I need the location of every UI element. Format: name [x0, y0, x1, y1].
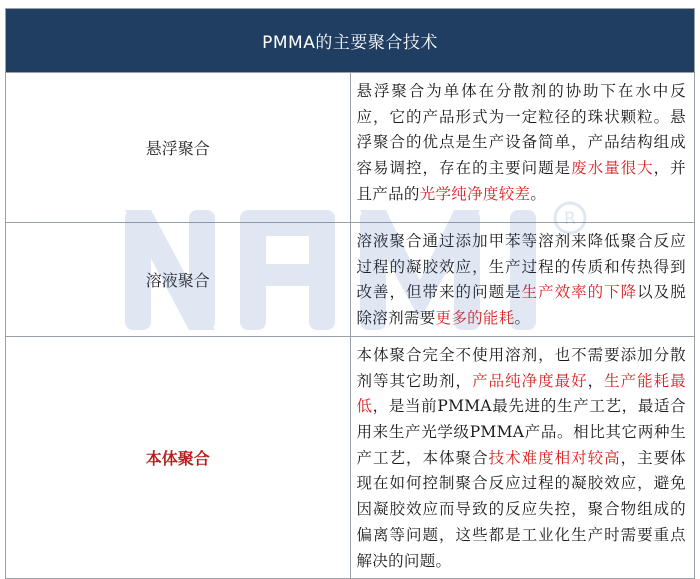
method-description-bulk [350, 336, 695, 578]
desc-segment: 溶液聚合通过添加甲苯等溶剂来降低聚合反应过程的凝胶效应，生产过程的传质和传热得到改善，但带来的问题是 [356, 232, 686, 302]
desc-segment: ， [587, 371, 605, 390]
method-name-suspension: 悬浮聚合 [6, 73, 351, 223]
desc-highlight: 技术难度相对较高 [488, 448, 621, 467]
desc-segment: 以及脱除溶剂需要 [356, 283, 686, 328]
desc-highlight: 生产能耗最低 [356, 371, 686, 416]
desc-segment: 。 [514, 309, 531, 328]
polymerization-table [5, 8, 695, 579]
desc-highlight: 光学纯净度较差 [419, 184, 531, 203]
desc-highlight: 废水量很大 [571, 159, 654, 178]
table-row-solution [6, 223, 695, 337]
table-row-bulk [6, 336, 695, 578]
method-name-solution: 溶液聚合 [6, 223, 351, 337]
desc-segment: ，并且产品的 [356, 159, 686, 203]
desc-highlight: 更多的能耗 [435, 309, 515, 328]
table-title: PMMA的主要聚合技术 [6, 9, 695, 73]
desc-segment: 悬浮聚合为单体在分散剂的协助下在水中反应，它的产品形式为一定粒径的珠状颗粒。悬浮聚合的优点是生产设备简单，产品结构组成容易调控，存在的主要问题是 [356, 82, 686, 178]
desc-segment: 本体聚合完全不使用溶剂，也不需要添加分散剂等其它助剂， [356, 345, 686, 390]
desc-segment: ，是当前PMMA最先进的生产工艺，最适合用来生产光学级PMMA产品。相比其它两种生产工艺，本体聚合 [356, 397, 686, 467]
desc-segment: ，主要体现在如何控制聚合反应过程的凝胶效应，避免因凝胶效应而导致的反应失控，聚合物组成的偏离等问题，这些都是工业化生产时需要重点解决的问题。 [356, 448, 686, 570]
svg-text:R: R [564, 209, 576, 229]
desc-segment: 。 [530, 184, 547, 203]
method-description-suspension [350, 73, 695, 223]
table-row-suspension [6, 73, 695, 223]
desc-highlight: 生产效率的下降 [521, 283, 638, 302]
method-description-solution [350, 223, 695, 337]
desc-highlight: 产品纯净度最好 [472, 371, 588, 390]
method-name-bulk: 本体聚合 [6, 336, 351, 578]
